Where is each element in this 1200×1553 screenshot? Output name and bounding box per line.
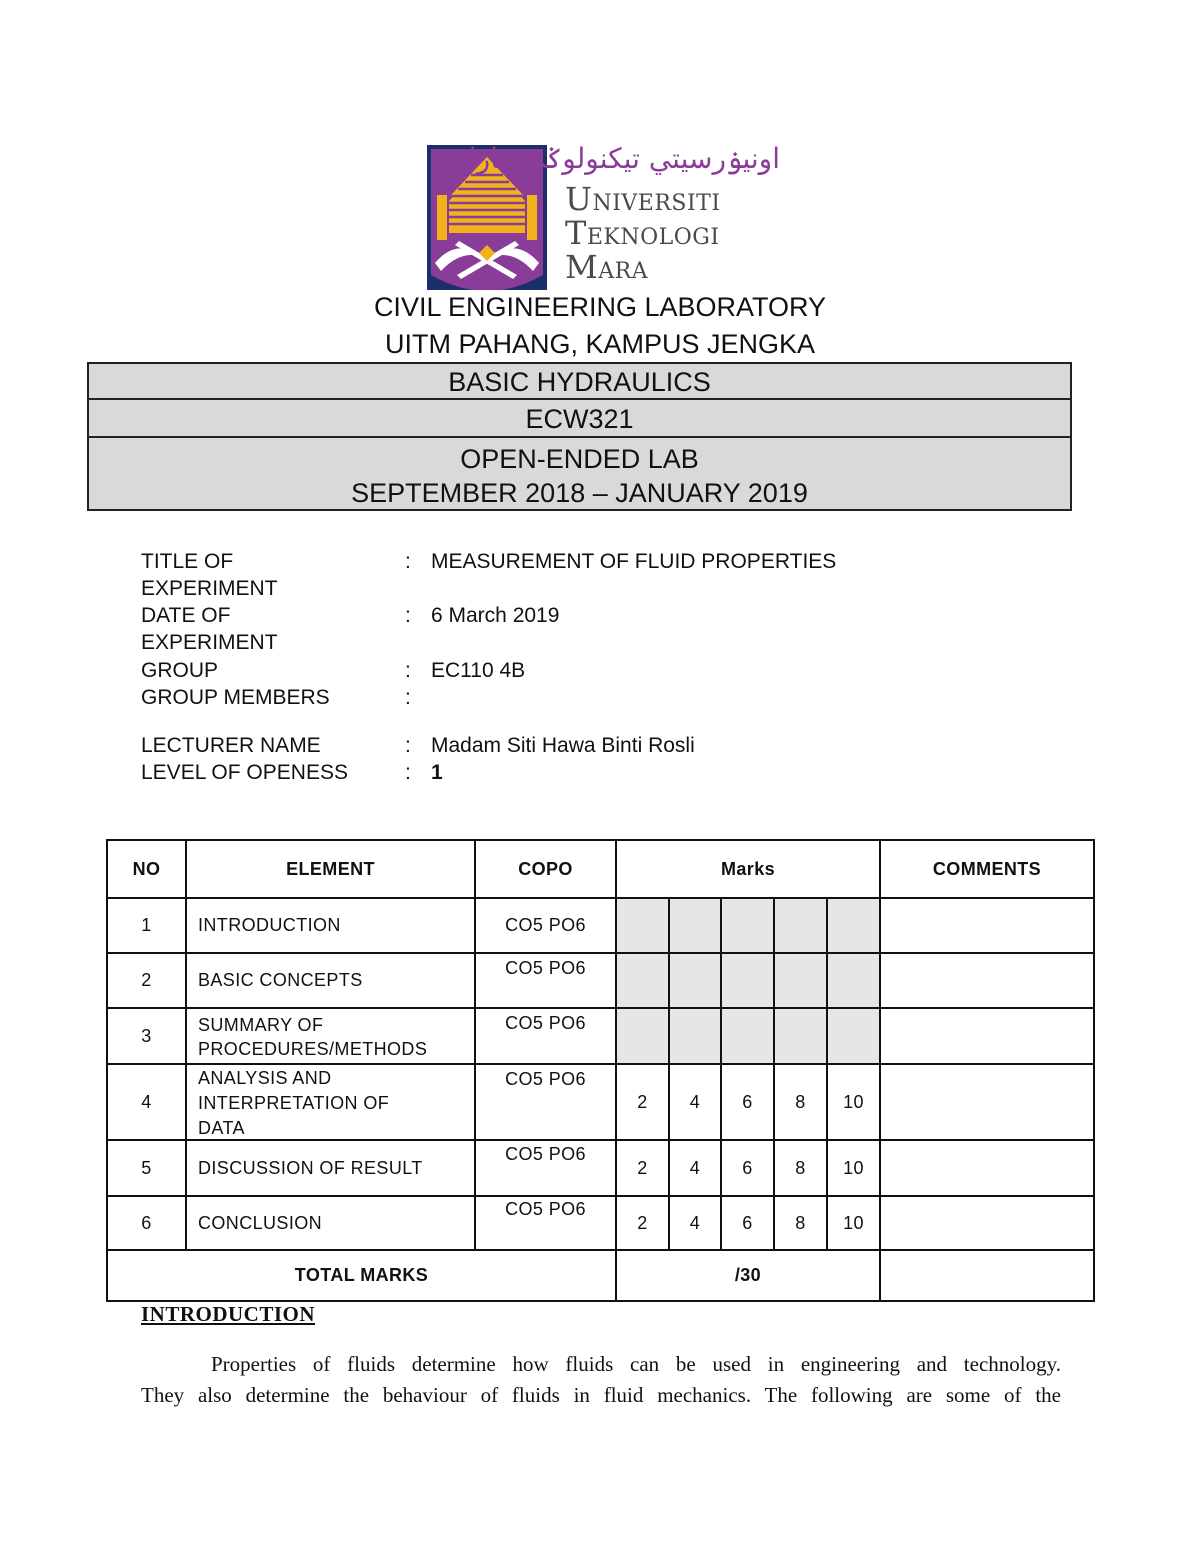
openness-colon: : [405, 761, 411, 784]
introduction-heading: INTRODUCTION [141, 1302, 316, 1326]
row-6-copo: CO5 PO6 [505, 1198, 586, 1219]
row-4-mark-2: 4 [689, 1091, 701, 1112]
row-4-copo: CO5 PO6 [505, 1068, 586, 1089]
semester: SEPTEMBER 2018 – JANUARY 2019 [351, 478, 808, 508]
logo-word-teknologi: Teknologi [565, 214, 720, 252]
row-6-mark-3: 6 [742, 1212, 753, 1233]
course-name-box [87, 362, 1072, 400]
row-2-no: 2 [141, 970, 152, 990]
col-header-no: NO [132, 858, 161, 879]
row-6-mark-2: 4 [689, 1212, 701, 1233]
row-1-element: INTRODUCTION [198, 915, 341, 935]
row-6-mark-5: 10 [843, 1212, 864, 1233]
total-marks-value: /30 [734, 1265, 762, 1285]
col-header-copo: COPO [518, 858, 573, 879]
row-4-element: ANALYSIS AND INTERPRETATION OF DATA [198, 1068, 390, 1138]
row-4-mark-4: 8 [795, 1091, 806, 1112]
paragraph-line-1: Properties of fluids determine how fluids can be used in engineering and technology. [211, 1352, 1061, 1376]
title-value: MEASUREMENT OF FLUID PROPERTIES [431, 550, 837, 573]
group-label: GROUP [141, 659, 219, 682]
shaded-marks-row-3 [617, 1009, 879, 1063]
row-3-no: 3 [141, 1025, 152, 1046]
logo-word-mara: Mara [565, 248, 649, 286]
row-1-copo: CO5 PO6 [505, 915, 586, 935]
col-header-element: ELEMENT [286, 858, 375, 879]
course-name: BASIC HYDRAULICS [448, 367, 711, 397]
row-5-no: 5 [141, 1157, 152, 1178]
row-5-mark-2: 4 [689, 1157, 701, 1178]
row-2-copo: CO5 PO6 [505, 957, 586, 978]
table-border-right [1093, 839, 1095, 1302]
logo-word-universiti: Universiti [565, 180, 721, 218]
row-2-element: BASIC CONCEPTS [198, 970, 363, 990]
title-colon: : [405, 550, 411, 573]
col-header-comments: COMMENTS [932, 858, 1042, 879]
row-5-mark-5: 10 [843, 1157, 864, 1178]
lab-title: CIVIL ENGINEERING LABORATORY [373, 292, 827, 322]
row-4-mark-1: 2 [637, 1091, 648, 1112]
row-1-no: 1 [141, 915, 152, 935]
group-colon: : [405, 659, 411, 682]
row-6-element: CONCLUSION [198, 1212, 323, 1233]
lab-type: OPEN-ENDED LAB [460, 444, 699, 474]
introduction-paragraph [141, 1349, 1061, 1411]
lab-session-box [87, 436, 1072, 511]
row-4-mark-5: 10 [843, 1091, 864, 1112]
uitm-logo-wordmark [468, 142, 780, 287]
table-line-v-no [185, 839, 187, 1251]
group-value: EC110 4B [431, 659, 526, 682]
openness-value: 1 [431, 761, 443, 784]
date-colon: : [405, 604, 411, 627]
row-5-mark-4: 8 [795, 1157, 806, 1178]
course-code: ECW321 [525, 404, 634, 434]
row-4-mark-3: 6 [742, 1091, 753, 1112]
row-5-copo: CO5 PO6 [505, 1143, 586, 1164]
date-value: 6 March 2019 [431, 604, 560, 627]
openness-label: LEVEL OF OPENESS [141, 761, 348, 784]
title-label: TITLE OF EXPERIMENT [141, 550, 278, 600]
row-6-mark-4: 8 [795, 1212, 806, 1233]
shaded-marks-row-1 [617, 899, 879, 952]
logo-jawi-text: اونيۏرسيتي تيکنولوݢي مارا [468, 142, 780, 175]
row-3-copo: CO5 PO6 [505, 1012, 586, 1033]
shaded-marks-row-2 [617, 954, 879, 1007]
table-line-h4 [106, 1063, 1095, 1065]
row-4-no: 4 [141, 1091, 152, 1112]
paragraph-line-2: They also determine the behaviour of fluids in fluid mechanics. The following are some of the [141, 1383, 1061, 1407]
lecturer-colon: : [405, 734, 411, 757]
lecturer-value: Madam Siti Hawa Binti Rosli [431, 734, 695, 757]
row-5-element: DISCUSSION OF RESULT [198, 1157, 423, 1178]
lecturer-label: LECTURER NAME [141, 734, 321, 757]
course-code-box [87, 398, 1072, 438]
row-3-element: SUMMARY OF PROCEDURES/METHODS [198, 1015, 428, 1059]
members-colon: : [405, 686, 411, 709]
row-6-no: 6 [141, 1212, 152, 1233]
row-5-mark-3: 6 [742, 1157, 753, 1178]
total-marks-label: TOTAL MARKS [294, 1265, 429, 1285]
date-label: DATE OF EXPERIMENT [141, 604, 278, 654]
row-6-mark-1: 2 [637, 1212, 648, 1233]
campus-title: UITM PAHANG, KAMPUS JENGKA [384, 329, 816, 359]
col-header-marks: Marks [720, 858, 776, 879]
table-line-v-marks [879, 839, 881, 1302]
row-5-mark-1: 2 [637, 1157, 648, 1178]
table-line-h3 [106, 1007, 1095, 1009]
members-label: GROUP MEMBERS [141, 686, 330, 709]
